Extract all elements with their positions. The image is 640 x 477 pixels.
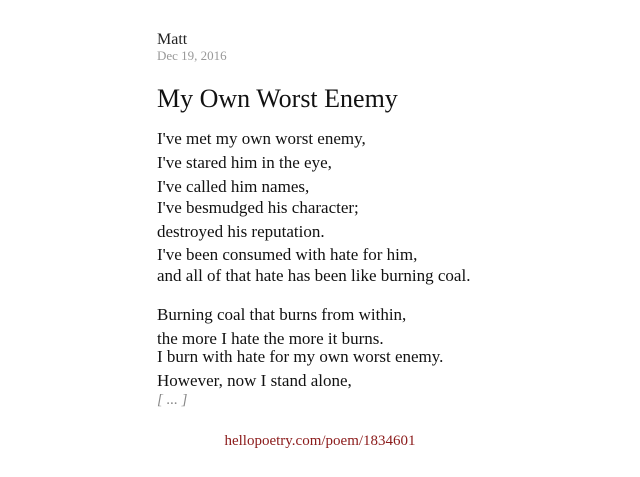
poem-line: the more I hate the more it burns. xyxy=(157,329,384,348)
post-date: Dec 19, 2016 xyxy=(157,48,227,63)
author-name[interactable]: Matt xyxy=(157,31,188,48)
truncation-marker: [ ... ] xyxy=(157,392,188,408)
poem-line: I've called him names, xyxy=(157,177,310,196)
poem-card xyxy=(157,0,617,477)
poem-line: destroyed his reputation. xyxy=(157,222,325,241)
poem-line: I've met my own worst enemy, xyxy=(157,129,366,148)
poem-line: I've besmudged his character; xyxy=(157,198,359,217)
poem-line: However, now I stand alone, xyxy=(157,371,352,390)
poem-line: I've stared him in the eye, xyxy=(157,153,332,172)
poem-title: My Own Worst Enemy xyxy=(157,84,398,113)
poem-line: I've been consumed with hate for him, xyxy=(157,245,418,264)
poem-line: and all of that hate has been like burning coal. xyxy=(157,266,471,285)
poem-line: Burning coal that burns from within, xyxy=(157,305,407,324)
source-link[interactable]: hellopoetry.com/poem/1834601 xyxy=(224,433,416,449)
poem-line: I burn with hate for my own worst enemy. xyxy=(157,347,444,366)
